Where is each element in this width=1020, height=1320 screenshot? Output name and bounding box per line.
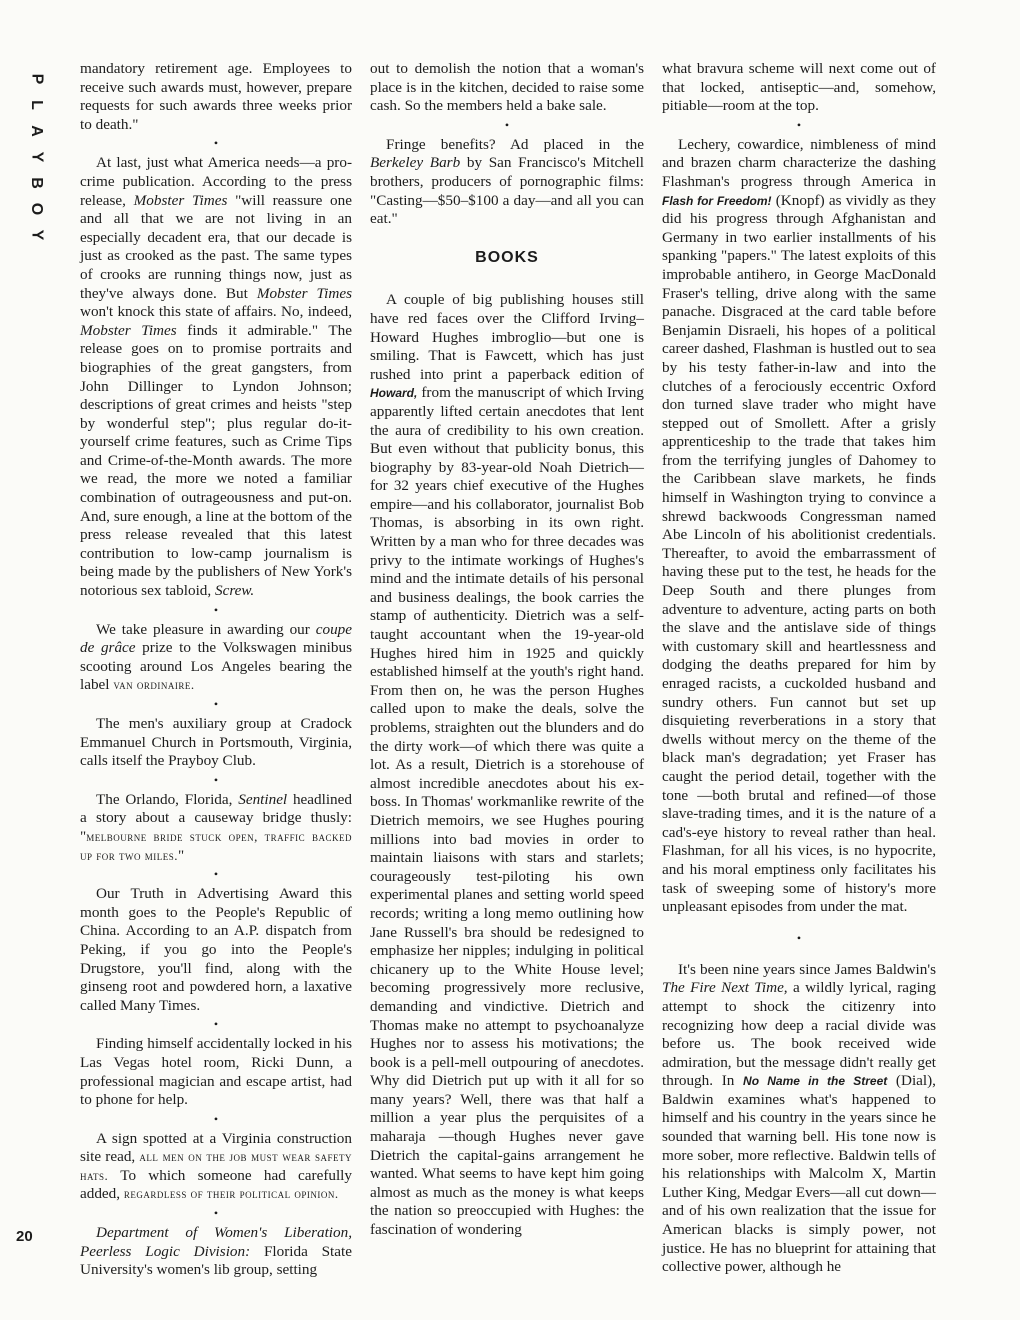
paragraph: Lechery, cowardice, nimbleness of mind and brazen charm characterize the dashing Flashman's progress through America in Flash for Freedom! (Knopf) as vividly as they did his progress through Afghanistan and Germany in two earlier installments of his spanking "papers." The latest exploits of this improbable antihero, in George MacDonald Fraser's telling, drive along with the same panache. Disgraced at the card table before Benjamin Disraeli, his hopes of a political career dashed, Flashman is hustled out to sea by his testy father-in-law and into the clutches of a ferociously eccentric Oxford don turned slave trader who might have stepped out of Smollett. After a grisly apprenticeship to the trade that takes him from the terrifying jungles of Dahomey to the Caribbean slave markets, he finds himself in Washington trying to convince a shrewd backwoods Congressman named Abe Lincoln of his abolitionist credentials. Thereafter, to avoid the embarrassment of having these put to the test, he heads for the Deep South and there plunges from adventure to adventure, acting parts on both the slave and the antislave side of things with customary skill and heartlessness and dodging the deaths prepared for him by enraged racists, a cuckolded husband and sundry others. Fun cannot but set up disquieting reverberations in a story that dwells without mercy on the theme of the black man's degradation; yet Fraser has caught the period detail, together with the tone —both brutal and refined—of those slave-trading times, and it is the nature of a cad's-eye history to reveal rather than heal. Flashman, for all his vices, is no hypocrite, and his moral emptiness only facilitates his task of sweeping some of history's more unpleasant episodes from under the mat. [662,135,936,916]
column-2 [370,60,644,1240]
separator-bullet: • [213,602,219,617]
separator-bullet: • [213,1206,219,1221]
separator-bullet: • [213,1017,219,1032]
masthead-letter: O [27,202,45,216]
masthead-letter: L [28,100,45,110]
masthead-letter: B [28,177,45,189]
paragraph: A couple of big publishing houses still have red faces over the Clifford Irving–Howard Hughes imbroglio—but one is smiling. That is Fawcett, which has just rushed into print a paperback edition of Howard, from the manuscript of which Irving apparently lifted certain anecdotes that lent the aura of credibility to his own creation. But even without that publicity bonus, this biography by 83-year-old Noah Dietrich—for 32 years chief executive of the Hughes empire—and his collaborator, journalist Bob Thomas, is absorbing in its own right. Written by a man who for three decades was privy to the intimate workings of Hughes's mind and the intimate details of his personal and business dealings, the book carries the stamp of authenticity. Dietrich was a self-taught accountant when the 19-year-old Hughes hired him in 1925 and quickly established himself at the youth's right hand. From then on, he was the person Hughes called upon to make the deals, solve the problems, straighten out the blunders and do the dirty work—of which there was quite a lot. As a result, Dietrich is a storehouse of almost incredible anecdotes about his ex-boss. In Thomas' workmanlike rewrite of the Dietrich memoirs, we see Hughes pouring millions into bad movies in order to maintain liaisons with stars and starlets; courageously test-piloting his own experimental planes and setting world speed records; writing a long memo outlining how Jane Russell's bra should be redesigned to emphasize her nipples; indulging in political chicanery up to the White House level; becoming progressively more reclusive, demanding and vindictive. Dietrich and Thomas make no attempt to psychoanalyze Hughes nor to assess his motivations; the book is a pell-mell outpouring of anecdotes. Why did Dietrich put up with it all for so many years? Well, there was that half a million a year plus the perquisites of a maharaja —though Hughes never gave Dietrich the capital-gains arrangement he wanted. What seems to have kept him going almost as much as the money is what keeps the nation so preoccupied with Hughes: the fascination of wondering [370,291,644,1239]
masthead-letter: Y [27,229,45,241]
paragraph: Finding himself accidentally locked in his Las Vegas hotel room, Ricki Dunn, a professional magician and escape artist, had to phone for help. [80,1035,352,1109]
masthead-letter: A [28,125,45,137]
paragraph: A sign spotted at a Virginia construction site read, all men on the job must wear safety hats. To which someone had carefully added, regardless of their political opinion. [80,1129,352,1203]
separator-bullet: • [213,867,219,882]
paragraph: The Orlando, Florida, Sentinel headlined a story about a causeway bridge thusly: "melbourne bride stuck open, traffic backed up for two miles." [80,790,352,864]
separator-bullet: • [504,117,510,132]
column-1 [80,60,352,1280]
paragraph: what bravura scheme will next come out of that locked, antiseptic—and, somehow, pitiable—room at the top. [662,60,936,115]
paragraph: The men's auxiliary group at Cradock Emmanuel Church in Portsmouth, Virginia, calls itself the Prayboy Club. [80,715,352,770]
paragraph: Our Truth in Advertising Award this month goes to the People's Republic of China. According to an A.P. dispatch from Peking, if you go into the People's Drugstore, you'll find, along with the ginseng root and powdered horn, a laxative called Many Times. [80,885,352,1014]
separator-bullet: • [796,117,802,132]
playboy-masthead [20,70,50,244]
separator-bullet: • [213,136,219,151]
separator-bullet: • [213,772,219,787]
page-number: 20 [16,1228,33,1245]
paragraph: out to demolish the notion that a woman's place is in the kitchen, decided to raise some cash. So the members held a bake sale. [370,60,644,115]
separator-bullet: • [213,697,219,711]
separator-bullet: • [213,1111,219,1126]
paragraph: At last, just what America needs—a pro-crime publication. According to the press release, Mobster Times "will reassure one and all that we are not living in an especially decadent era, that our decade is just as crooked as the past. The same types of crooks are running things now, just as they've always done. But Mobster Times won't knock this state of affairs. No, indeed, Mobster Times finds it admirable." The release goes on to promise portraits and biographies of the great gangsters, from John Dillinger to Lyndon Johnson; descriptions of great crimes and heists "step by wonderful step"; plus regular do-it-yourself crime features, such as Crime Tips and Crime-of-the-Month awards. The more we read, the more we noted a familiar combination of outrageousness and put-on. And, sure enough, a line at the bottom of the press release revealed that this latest contribution to low-camp journalism is being made by the publishers of New York's notorious sex tabloid, Screw. [80,154,352,600]
section-heading-books: BOOKS [475,248,539,266]
paragraph: It's been nine years since James Baldwin's The Fire Next Time, a wildly lyrical, raging attempt to shock the citizenry into recognizing how deep a racial divide was before us. The book received wide admiration, but the message didn't really get through. In No Name in the Street (Dial), Baldwin examines what's happened to himself and his country in the years since he sounded that warning bell. His tone now is more sober, more reflective. Baldwin tells of his relationships with Malcolm X, Martin Luther King, Medgar Evers—all cut down—and of his own realization that the issue for American blacks is simply power, not justice. He has no blueprint for attaining that collective power, although he [662,960,936,1276]
paragraph: We take pleasure in awarding our coupe de grâce prize to the Volkswagen minibus scooting around Los Angeles bearing the label van ordinaire. [80,620,352,694]
separator-bullet: • [796,930,802,945]
masthead-letter: P [27,73,45,85]
masthead-letter: Y [27,151,45,163]
paragraph: mandatory retirement age. Employees to receive such awards must, however, prepare requests for such awards three weeks prior to death." [80,60,352,133]
paragraph: Fringe benefits? Ad placed in the Berkeley Barb by San Francisco's Mitchell brothers, producers of pornographic films: "Casting—$50–$100 a day—and all you can eat." [370,135,644,228]
column-3 [662,60,936,1277]
paragraph: Department of Women's Liberation, Peerless Logic Division: Florida State University's women's lib group, setting [80,1224,352,1279]
